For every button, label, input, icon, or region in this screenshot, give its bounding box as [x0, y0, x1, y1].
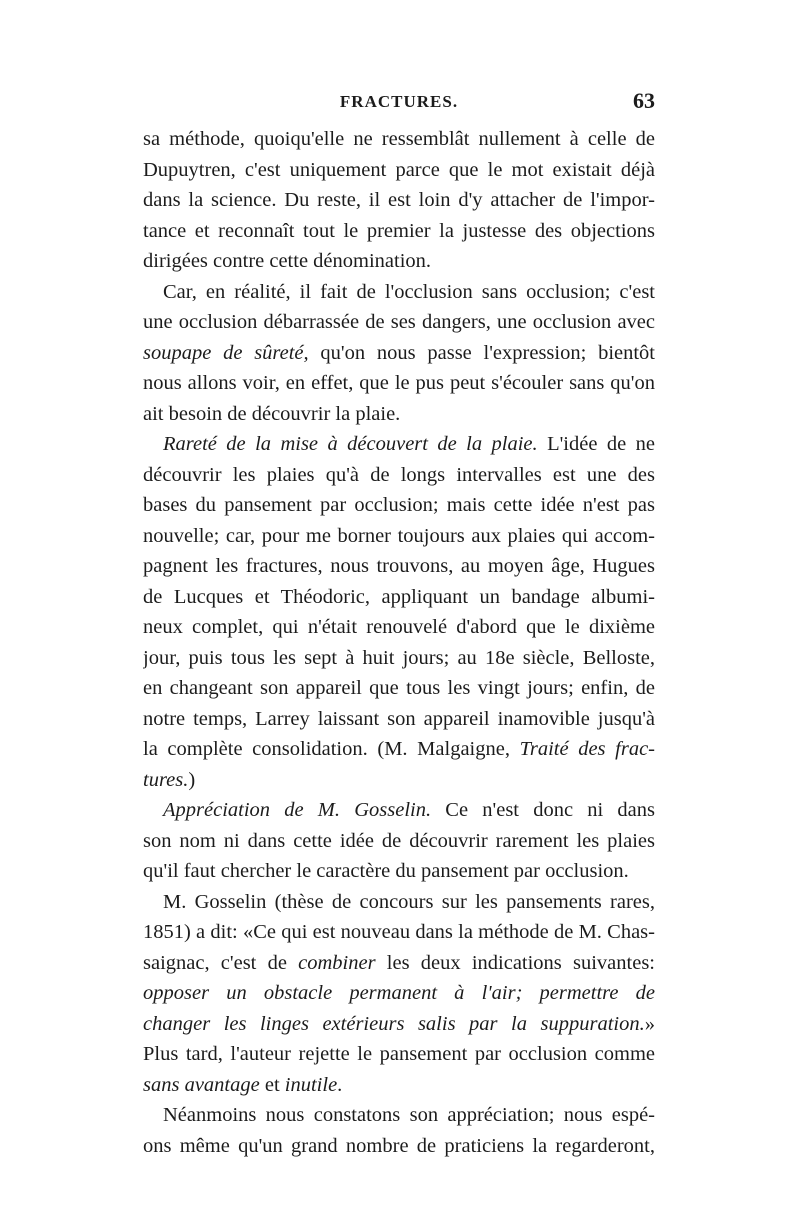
text-line	[143, 734, 655, 765]
text-segment: Car, en réalité, il fait de l'occlusion sans occlusion; c'est	[163, 280, 655, 303]
page-header	[143, 88, 655, 122]
text-segment: M. Gosselin (thèse de concours sur les pansements rares,	[163, 890, 655, 913]
italic-text: opposer un obstacle permanent à l'air; permettre de	[143, 982, 655, 1004]
text-line	[143, 582, 655, 613]
text-line	[143, 1009, 655, 1040]
text-line	[143, 307, 655, 338]
text-line	[143, 338, 655, 369]
text-segment: saignac, c'est de	[143, 951, 299, 974]
text-line	[143, 643, 655, 674]
italic-text: combiner	[298, 951, 376, 974]
text-segment: nous allons voir, en effet, que le pus peut s'écouler sans qu'on	[143, 372, 655, 394]
text-line	[143, 368, 655, 399]
text-line	[143, 917, 655, 948]
text-line	[143, 948, 655, 979]
text-segment: »	[644, 1012, 655, 1035]
italic-text: Traité des frac-	[519, 738, 655, 760]
text-segment: dirigées contre cette dénomination.	[143, 250, 432, 272]
italic-text: Appréciation de M. Gosselin.	[163, 799, 432, 821]
italic-text: sans avantage	[143, 1073, 260, 1096]
text-segment: qu'il faut chercher le caractère du pansement par occlusion.	[143, 860, 629, 882]
text-segment: notre temps, Larrey laissant son appareil inamovible jusqu'à	[143, 707, 655, 730]
italic-text: changer les linges extérieurs salis par la suppuration.	[143, 1012, 645, 1035]
text-segment: découvrir les plaies qu'à de longs intervalles est une des	[143, 463, 655, 486]
text-line	[143, 704, 655, 735]
text-line	[143, 1039, 655, 1070]
text-line	[143, 673, 655, 704]
text-line	[143, 460, 655, 491]
text-line	[143, 551, 655, 582]
text-segment: .	[337, 1073, 343, 1096]
text-line	[143, 856, 655, 887]
text-line	[143, 1100, 655, 1131]
body-text	[143, 124, 655, 1161]
italic-text: inutile	[284, 1073, 338, 1096]
text-segment: son nom ni dans cette idée de découvrir rarement les plaies	[143, 829, 655, 852]
text-line	[143, 246, 655, 277]
text-line	[143, 490, 655, 521]
text-segment: les deux indications suivantes:	[375, 951, 655, 974]
text-line	[143, 216, 655, 247]
text-segment: qu'on nous passe l'expression; bientôt	[308, 341, 655, 364]
text-line	[143, 1131, 655, 1162]
text-line	[143, 155, 655, 186]
text-line	[143, 887, 655, 918]
text-line	[143, 185, 655, 216]
text-line	[143, 277, 655, 308]
text-line	[143, 429, 655, 460]
text-segment: )	[188, 768, 196, 791]
text-segment: en changeant son appareil que tous les vingt jours; enfin, de	[143, 677, 655, 699]
text-line	[143, 978, 655, 1009]
text-segment: dans la science. Du reste, il est loin d'y attacher de l'impor-	[143, 189, 655, 211]
text-segment: une occlusion débarrassée de ses dangers, une occlusion avec	[143, 311, 655, 333]
text-segment: de Lucques et Théodoric, appliquant un bandage albumi-	[143, 585, 655, 608]
italic-text: tures.	[143, 768, 189, 791]
text-line	[143, 765, 655, 796]
text-line	[143, 795, 655, 826]
text-segment: et	[259, 1073, 285, 1096]
text-segment: 1851) a dit: «Ce qui est nouveau dans la méthode de M. Chas-	[143, 921, 655, 943]
text-segment: Ce n'est donc ni dans	[431, 799, 655, 821]
text-segment: ons même qu'un grand nombre de praticiens la regarderont,	[143, 1134, 655, 1157]
text-line	[143, 124, 655, 155]
text-segment: la complète consolidation. (M. Malgaigne,	[143, 738, 520, 760]
text-segment: sa méthode, quoiqu'elle ne ressemblât nullement à celle de	[143, 128, 655, 150]
text-segment: bases du pansement par occlusion; mais cette idée n'est pas	[143, 494, 655, 516]
text-segment: Dupuytren, c'est uniquement parce que le mot existait déjà	[143, 158, 655, 181]
text-segment: pagnent les fractures, nous trouvons, au moyen âge, Hugues	[143, 555, 655, 577]
running-title: FRACTURES.	[339, 92, 459, 111]
text-segment: neux complet, qui n'était renouvelé d'abord que le dixième	[143, 616, 655, 638]
page-number: 63	[633, 88, 655, 113]
italic-text: soupape de sûreté,	[143, 341, 309, 364]
text-line	[143, 612, 655, 643]
text-segment: tance et reconnaît tout le premier la justesse des objections	[143, 219, 655, 242]
text-line	[143, 826, 655, 857]
text-line	[143, 521, 655, 552]
text-segment: ait besoin de découvrir la plaie.	[143, 402, 401, 425]
text-segment: jour, puis tous les sept à huit jours; au 18e siècle, Belloste,	[143, 646, 655, 669]
text-segment: Plus tard, l'auteur rejette le pansement par occlusion comme	[143, 1043, 655, 1065]
italic-text: Rareté de la mise à découvert de la plaie.	[163, 433, 538, 455]
text-segment: Néanmoins nous constatons son appréciation; nous espé-	[163, 1104, 655, 1126]
text-line	[143, 1070, 655, 1101]
text-segment: L'idée de ne	[537, 433, 655, 455]
text-segment: nouvelle; car, pour me borner toujours aux plaies qui accom-	[143, 524, 655, 547]
text-line	[143, 399, 655, 430]
